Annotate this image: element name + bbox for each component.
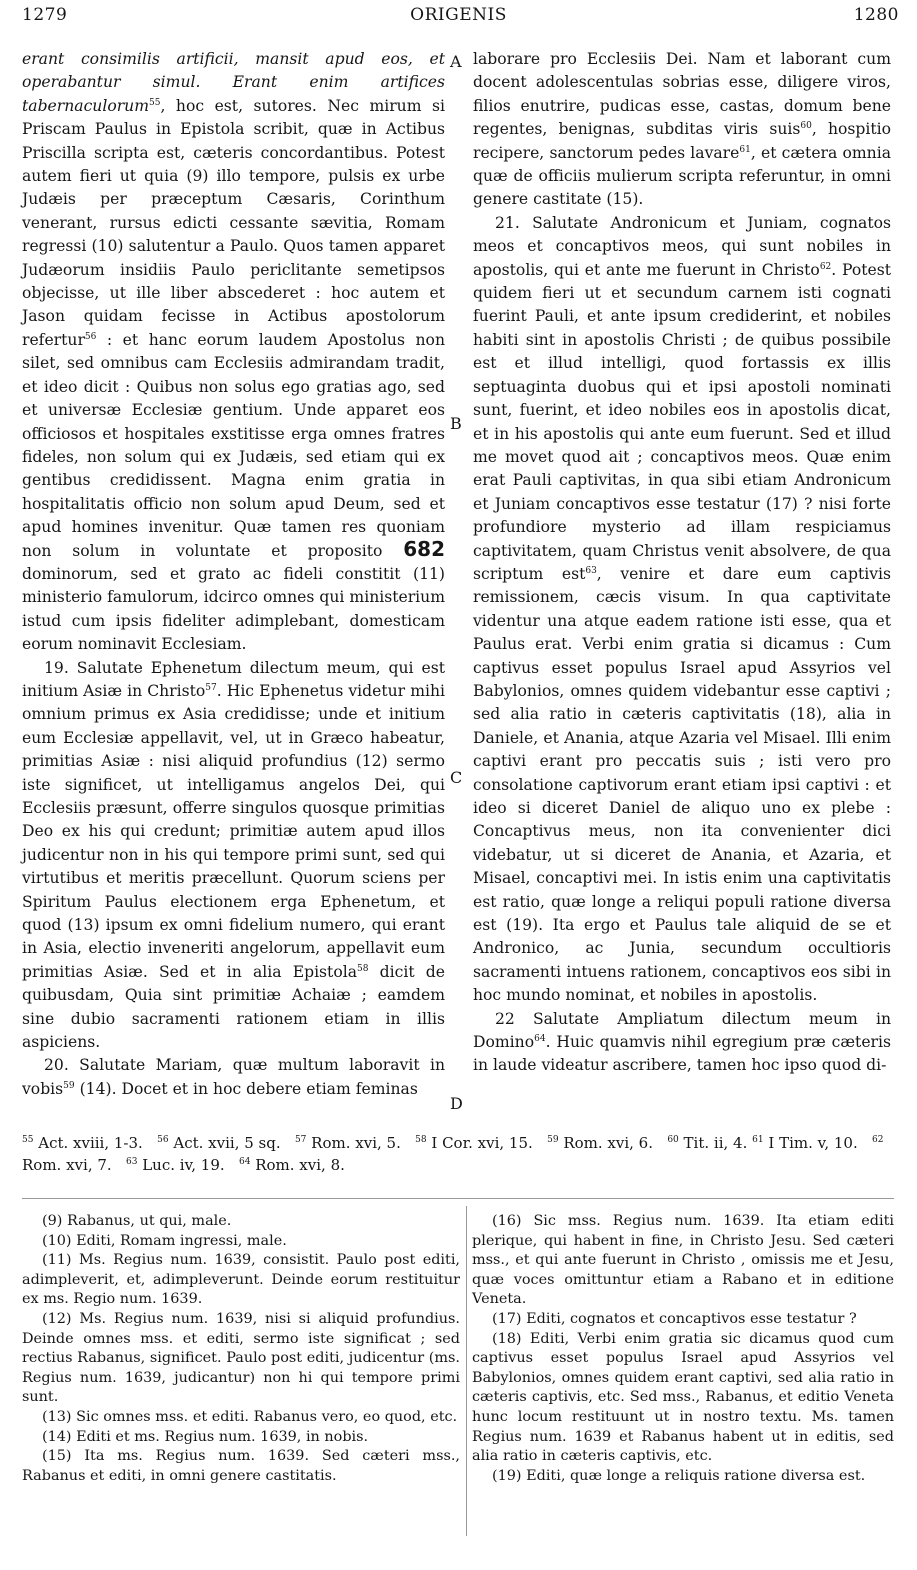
- left-notes-column: [22, 1212, 460, 1486]
- text-run: , venire et dare eum captivis remissionem, cæcis visum. In qua captivitate videntur una atque eadem ratione isti esse, qua et Paulus erat. Verbi enim gratia si dicamus : Cum captivus esset populus Israel apud Assyrios vel Babylonios, omnes quidem videbantur esse captivi ; sed alia ratio in cæteris captivitatis (18), alia in Daniele, et Anania, atque Azaria vel Misael. Illi enim captivi erant pro peccatis suis ; isti vero pro consolatione captivorum erant etiam ipsi captivi : et ideo si diceret Daniel de aliquo uno ex plebe : Concaptivus meus, non ita convenienter dici videbatur, ut si diceret de Anania, et Azaria, et Misael, concaptivi mei. In istis enim una captivitatis est ratio, quæ longe a reliqui populi ratione diversa est (19). Ita ergo et Paulus tale aliquid de se et Andronico, ac Junia, secundum occultioris sacramenti intuens rationem, concaptivos eos sibi in hoc mundo nominat, et nobiles in apostolis.: [473, 564, 891, 1005]
- text-run: . Potest quidem fieri ut et secundum carnem isti cognati fuerint Pauli, et ante ipsum crediderint, et nobiles habiti sint in apostolis Christi ; de quibus possibile est et illud intelligi, quod fortassis ex illis septuaginta duobus qui et ipsi apostoli nominati sunt, fuerint, et ideo nobiles eos in apostolis dicat, et in his apostolis qui ante eum fuerunt. Sed et illud me movet quod ait ; concaptivos meos. Quæ enim erat Pauli captivitas, in qua sibi etiam Andronicum et Juniam concaptivos esse testatur (17) ? nisi forte profundiore mysterio ad illam respiciamus captivitatem, quam Christus venit absolvere, de qua scriptum est: [473, 260, 891, 583]
- reference-text: Rom. xvi, 6.: [563, 1134, 653, 1152]
- reference-number: 59: [547, 1135, 559, 1145]
- right-text-column: [473, 48, 891, 1078]
- reference-sup: 56: [84, 331, 97, 342]
- reference-number: 63: [125, 1157, 138, 1167]
- reference-text: I Cor. xvi, 15.: [431, 1134, 533, 1152]
- right-page-number: 1280: [853, 5, 899, 25]
- text-run: erant consimilis artificii, mansit apud eos, et operabantur simul. Erant enim artifices tabernaculorum: [22, 50, 445, 115]
- reference-sup: 59: [63, 1080, 75, 1091]
- reference-sup: 55: [149, 97, 161, 108]
- reference-number: 55: [22, 1135, 34, 1145]
- reference-text: Rom. xvi, 5.: [311, 1134, 401, 1152]
- text-run: 19. Salutate Ephenetum dilectum meum, qui est initium Asiæ in Christo: [22, 658, 445, 700]
- reference-number: 62: [872, 1135, 884, 1145]
- reference-text: Rom. xvi, 7.: [22, 1156, 112, 1174]
- reference-text: Tit. ii, 4.: [683, 1134, 748, 1152]
- migne-column-marker: 682: [403, 536, 445, 561]
- text-run: laborare pro Ecclesiis Dei. Nam et laborant cum docent adolescentulas sobrias esse, diligere viros, filios enutrire, pudicas esse, castas, domum bene regentes, benignas, subditas viris suis: [473, 50, 891, 139]
- reference-text: I Tim. v, 10.: [768, 1134, 858, 1152]
- margin-letter-d: D: [450, 1094, 463, 1113]
- reference-sup: 63: [585, 565, 597, 576]
- paragraph-21: [473, 212, 891, 1008]
- text-run: (14). Docet et in hoc debere etiam feminas: [74, 1079, 418, 1098]
- text-run: 20. Salutate Mariam, quæ multum laboravit in vobis: [22, 1056, 445, 1098]
- reference-text: Act. xvii, 5 sq.: [173, 1134, 281, 1152]
- margin-letter-b: B: [450, 414, 462, 433]
- footnote: (13) Sic omnes mss. et editi. Rabanus vero, eo quod, etc.: [42, 1408, 458, 1425]
- reference-sup: 58: [357, 963, 369, 974]
- text-run: 21. Salutate Andronicum et Juniam, cognatos meos et concaptivos meos, qui sunt nobiles in apostolis, qui et ante me fuerunt in Christo: [473, 213, 891, 279]
- reference-number: 61: [752, 1135, 764, 1145]
- reference-sup: 60: [800, 121, 812, 132]
- scripture-references: [22, 1132, 894, 1176]
- footnote: (10) Editi, Romam ingressi, male.: [42, 1232, 287, 1249]
- reference-text: Rom. xvi, 8.: [255, 1156, 345, 1174]
- paragraph-20: [22, 1054, 445, 1101]
- reference-number: 64: [238, 1157, 251, 1167]
- text-run: . Hic Ephenetus videtur mihi omnium primus ex Asia credidisse; unde et initium eum Ecclesiæ appellavit, vel, ut in Græco habeatur, primitias Asiæ : nisi aliquid profundius (12) sermo iste significet, ut intelligamus angelos Dei, qui Ecclesiis præsunt, offerre singulos quosque primitias Deo ex his qui credunt; primitiæ autem apud illos judicentur non in his qui tempore primi sunt, sed qui virtutibus et meritis præcellunt. Quorum sciens per Spiritum Paulus electionem erga Ephenetum, et quod (13) ipsum ex omni fidelium numero, qui erant in Asia, electio inveneriti angelorum, appellavit eum primitias Asiæ. Sed et in alia Epistola: [22, 681, 445, 981]
- footnote: (12) Ms. Regius num. 1639, nisi si aliquid profundius. Deinde omnes mss. et editi, sermo iste significat ; sed rectius Rabanus, significet. Paulo post editi, judicentur (ms. Regius num. 1639, judicantur) non hi qui tempore primi sunt.: [22, 1310, 460, 1406]
- margin-letter-c: C: [450, 768, 463, 787]
- reference-number: 60: [667, 1135, 679, 1145]
- footnote: (9) Rabanus, ut qui, male.: [42, 1213, 232, 1229]
- reference-sup: 57: [205, 682, 217, 693]
- footnote: (15) Ita ms. Regius num. 1639. Sed cæteri mss., Rabanus et editi, in omni genere castitatis.: [22, 1448, 460, 1484]
- text-run: , hoc est, sutores. Nec mirum si Priscam Paulus in Epistola scribit, quæ in Actibus Priscilla scripta est, cæteris concordantibus. Potest autem fieri ut quia (9) illo tempore, pulsis ex urbe Judæis per præceptum Cæsaris, Corinthum venerant, rursus edicti cessante sævitia, Romam regressi (10) salutentur a Paulo. Quos tamen apparet Judæorum insidiis Paulo periclitante semetipsos objecisse, ut ille liber abscederet : hoc autem et Jason quidam fecisse in Actibus apostolorum refertur: [22, 96, 445, 349]
- footnote: (16) Sic mss. Regius num. 1639. Ita etiam editi plerique, qui habent in fine, in Christo Jesu. Sed cæteri mss., et qui ante fuerunt in Christo , omissis me et Jesu, quæ voces omittuntur etiam a Rabano et in editione Veneta.: [472, 1213, 894, 1308]
- paragraph-22: [473, 1008, 891, 1078]
- reference-sup: 64: [534, 1033, 546, 1044]
- text-run: . Huic quamvis nihil egregium præ cæteris in laude videatur ascribere, tamen hoc ipso quod di-: [473, 1033, 891, 1075]
- running-title: ORIGENIS: [410, 5, 507, 25]
- right-notes-column: [472, 1212, 894, 1486]
- text-run: : et hanc eorum laudem Apostolus non silet, sed omnibus cam Ecclesiis admirandam tradit, et ideo dicit : Quibus non solus ego gratias ago, sed et universæ Ecclesiæ gentium. Unde apparet eos officiosos et hospitales exstitisse erga omnes fratres fideles, non solum qui ex Judæis, sed etiam qui ex gentibus credidissent. Magna enim gratia in hospitalitatis officio non solum apud Deum, sed et apud homines invenitur. Quæ tamen res quoniam non solum in voluntate et proposito: [22, 330, 445, 560]
- paragraph-19: [22, 657, 445, 1055]
- reference-sup: 62: [819, 261, 832, 272]
- notes-separator: [22, 1198, 894, 1199]
- left-page-number: 1279: [22, 5, 68, 25]
- footnote: (11) Ms. Regius num. 1639, consistit. Paulo post editi, adimpleverit, et, adimpleverunt. Deinde eorum restituitur ex ms. Regio num. 1639.: [22, 1252, 460, 1308]
- text-run: dicit de quibusdam, Quia sint primitiæ Achaiæ ; eamdem sine dubio sacramenti rationem etiam in illis aspiciens.: [22, 962, 445, 1052]
- text-run: dominorum, sed et grato ac fideli constitit (11) ministerio famulorum, idcirco omnes qui ministerium istud cum ipsis fideliter adimplebant, domesticam eorum nominavit Ecclesiam.: [22, 564, 445, 654]
- reference-number: 57: [294, 1135, 307, 1145]
- paragraph-20-continuation: [473, 48, 891, 212]
- reference-number: 56: [157, 1135, 169, 1145]
- left-text-column: [22, 48, 445, 1101]
- footnote: (19) Editi, quæ longe a reliquis ratione diversa est.: [492, 1467, 866, 1484]
- margin-letter-a: A: [450, 52, 462, 71]
- reference-sup: 61: [739, 144, 751, 155]
- footnote: (17) Editi, cognatos et concaptivos esse testatur ?: [492, 1310, 857, 1327]
- reference-line: [22, 1132, 894, 1176]
- footnote: (14) Editi et ms. Regius num. 1639, in nobis.: [42, 1428, 369, 1445]
- text-run: , hospitio recipere, sanctorum pedes lavare: [473, 120, 892, 162]
- reference-text: Act. xviii, 1-3.: [38, 1134, 143, 1152]
- reference-text: Luc. iv, 19.: [142, 1156, 225, 1174]
- page-header: [0, 0, 917, 30]
- reference-number: 58: [415, 1135, 427, 1145]
- text-run: 22 Salutate Ampliatum dilectum meum in Domino: [473, 1009, 891, 1052]
- footnote: (18) Editi, Verbi enim gratia sic dicamus quod cum captivus esset populus Israel apud Assyrios vel Babylonios, omnes quidem erant captivi, sed alia ratio in cæteris captivis, etc. Sed mss., Rabanus, et editio Veneta hunc locum restituunt ut in nostro textu. Ms. tamen Regius num. 1639 et Rabanus habent ut in editis, sed alia ratio in cæteris captivis, etc.: [472, 1330, 894, 1465]
- paragraph-18-continuation: [22, 48, 445, 657]
- text-run: , et cætera omnia quæ de officiis mulierum scripta referuntur, in omni genere castitate (15).: [473, 143, 891, 209]
- notes-column-rule: [466, 1206, 467, 1536]
